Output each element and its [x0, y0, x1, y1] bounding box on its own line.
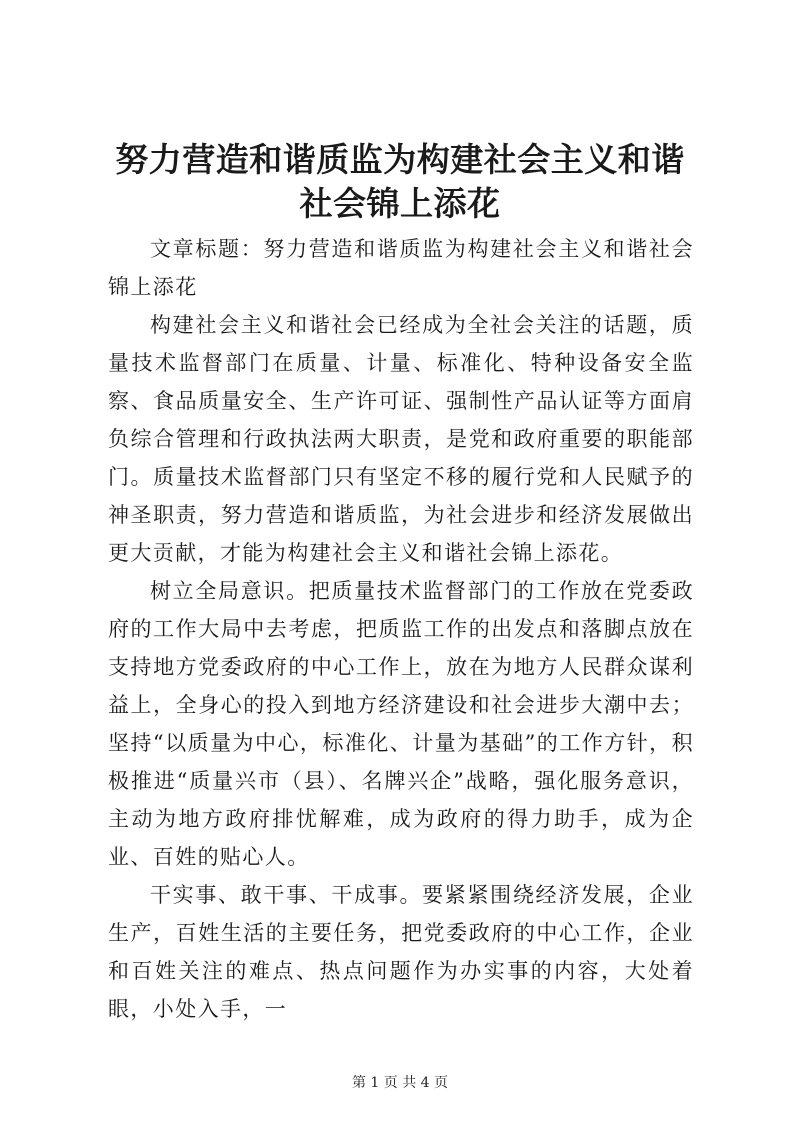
- document-body: [108, 230, 694, 1028]
- paragraph-global-awareness: 树立全局意识。把质量技术监督部门的工作放在党委政府的工作大局中去考虑，把质监工作的出发点和落脚点放在支持地方党委政府的中心工作上，放在为地方人民群众谋利益上，全身心的投入到地方经济建设和社会进步大潮中去；坚持“以质量为中心，标准化、计量为基础”的工作方针，积极推进“质量兴市（县）、名牌兴企”战略，强化服务意识，主动为地方政府排忧解难，成为政府的得力助手，成为企业、百姓的贴心人。: [108, 579, 694, 869]
- paragraph-article-title: 文章标题：努力营造和谐质监为构建社会主义和谐社会锦上添花: [108, 237, 694, 299]
- document-title: 努力营造和谐质监为构建社会主义和谐社会锦上添花: [115, 140, 685, 223]
- paragraph-intro: 构建社会主义和谐社会已经成为全社会关注的话题，质量技术监督部门在质量、计量、标准化、特种设备安全监察、食品质量安全、生产许可证、强制性产品认证等方面肩负综合管理和行政执法两大职责，是党和政府重要的职能部门。质量技术监督部门只有坚定不移的履行党和人民赋予的神圣职责，努力营造和谐质监，为社会进步和经济发展做出更大贡献，才能为构建社会主义和谐社会锦上添花。: [108, 313, 694, 565]
- page-number-footer: 第 1 页 共 4 页: [351, 1075, 449, 1091]
- paragraph-practical-work: 干实事、敢干事、干成事。要紧紧围绕经济发展，企业生产，百姓生活的主要任务，把党委政府的中心工作，企业和百姓关注的难点、热点问题作为办实事的内容，大处着眼，小处入手，一: [108, 883, 694, 1021]
